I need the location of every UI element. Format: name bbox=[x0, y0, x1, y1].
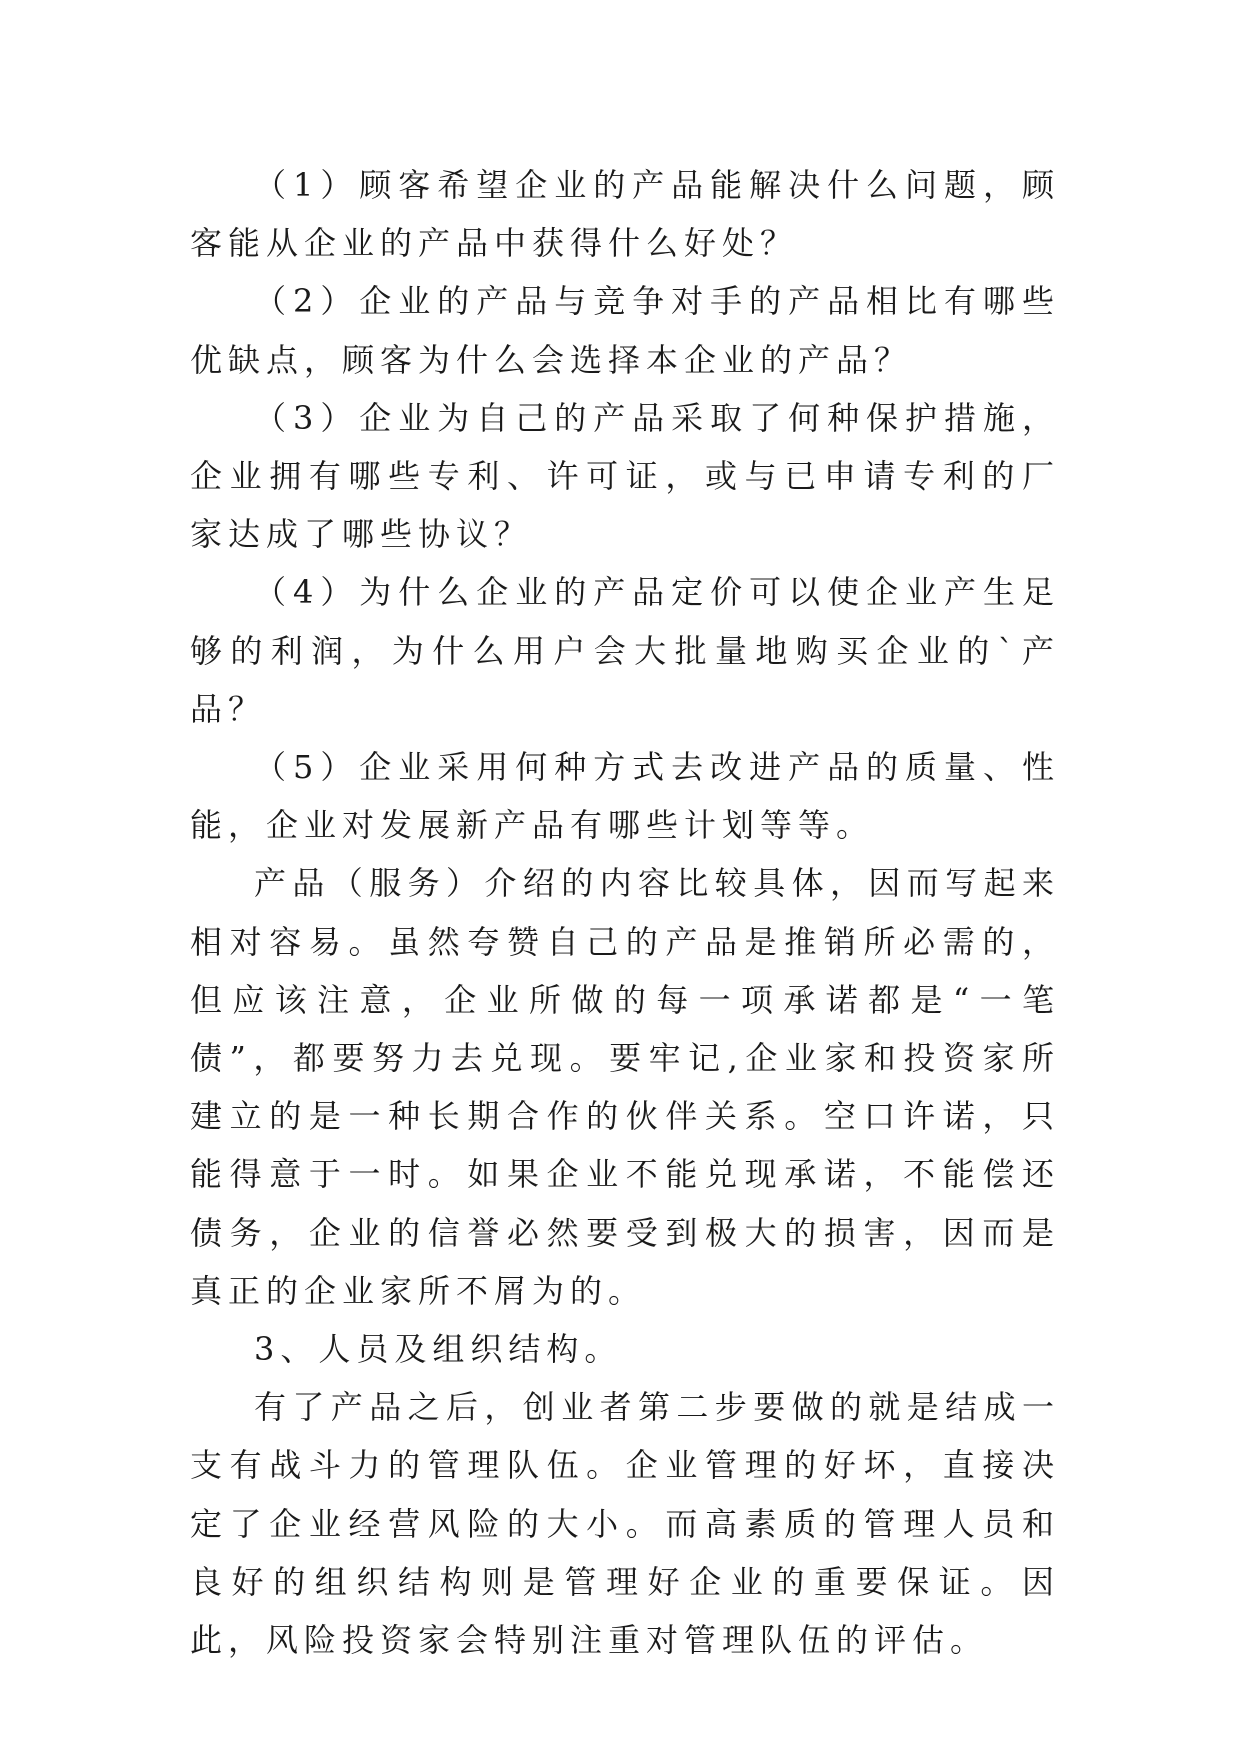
paragraph-1: （1）顾客希望企业的产品能解决什么问题，顾客能从企业的产品中获得什么好处？ bbox=[190, 166, 1060, 263]
section-heading: 3、人员及组织结构。 bbox=[254, 1330, 623, 1369]
paragraph-7: 有了产品之后，创业者第二步要做的就是结成一支有战斗力的管理队伍。企业管理的好坏，直接决定了企业经营风险的大小。而高素质的管理人员和良好的组织结构则是管理好企业的重要保证。因此，风险投资家会特别注重对管理队伍的评估。 bbox=[190, 1388, 1060, 1660]
paragraph-5: （5）企业采用何种方式去改进产品的质量、性能，企业对发展新产品有哪些计划等等。 bbox=[190, 748, 1060, 845]
paragraph-6: 产品（服务）介绍的内容比较具体，因而写起来相对容易。虽然夸赞自己的产品是推销所必需的，但应该注意，企业所做的每一项承诺都是“一笔债”，都要努力去兑现。要牢记,企业家和投资家所建立的是一种长期合作的伙伴关系。空口许诺，只能得意于一时。如果企业不能兑现承诺，不能偿还债务，企业的信誉必然要受到极大的损害，因而是真正的企业家所不屑为的。 bbox=[190, 864, 1060, 1310]
document-body bbox=[190, 156, 1060, 1669]
paragraph-3: （3）企业为自己的产品采取了何种保护措施，企业拥有哪些专利、许可证，或与已申请专利的厂家达成了哪些协议？ bbox=[190, 398, 1060, 554]
paragraph-4: （4）为什么企业的产品定价可以使企业产生足够的利润，为什么用户会大批量地购买企业的`产品？ bbox=[190, 573, 1060, 728]
paragraph-2: （2）企业的产品与竞争对手的产品相比有哪些优缺点，顾客为什么会选择本企业的产品？ bbox=[190, 282, 1060, 379]
